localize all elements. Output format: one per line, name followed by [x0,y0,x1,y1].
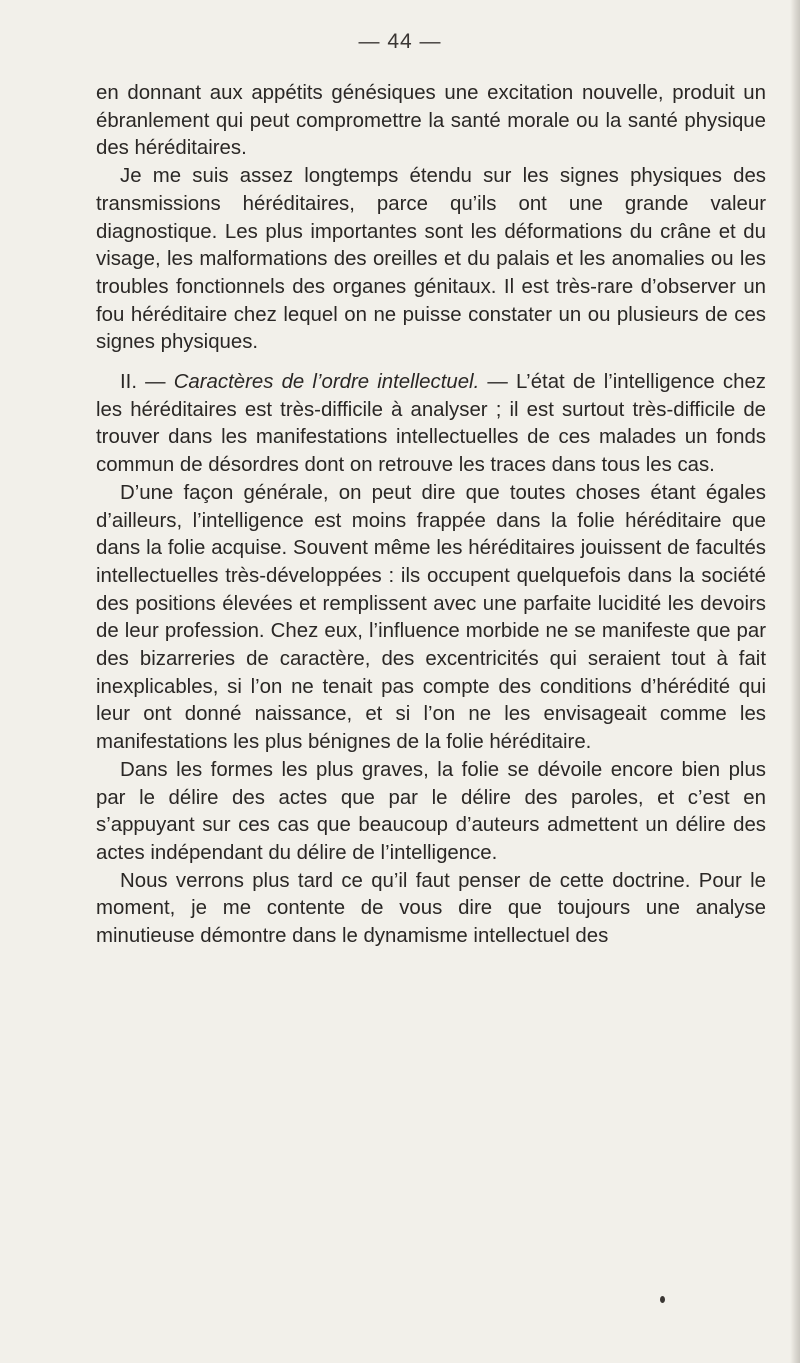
paragraph-6: Nous verrons plus tard ce qu’il faut penser de cette doctrine. Pour le moment, je me contente de vous dire que toujours une analyse minutieuse démontre dans le dynamisme intellectuel des [96,869,766,948]
paragraph-5: Dans les formes les plus graves, la folie se dévoile encore bien plus par le délire des actes que par le délire des paroles, et c’est en s’appuyant sur ces cas que beaucoup d’auteurs admettent un délire des actes indépendant du délire de l’intelligence. [96,758,766,864]
paragraph-1: en donnant aux appétits génésiques une excitation nouvelle, produit un ébranlement qui peut compromettre la santé morale ou la santé physique des héréditaires. [96,82,766,160]
section-title: Caractères de l’ordre intellectuel. [173,371,480,394]
page-number-header: — 44 — [358,30,442,53]
section-body: — L’état de l’intelligence chez les héréditaires est très-difficile à analyser ; il est surtout très-difficile de trouver dans les manifestations intellectuelles de ces malades un fonds commun de désordres dont on retrouve les traces dans tous les cas. [96,371,767,477]
body-text [96,80,766,951]
ink-speck [660,1296,665,1303]
section-number: II. — [120,371,174,394]
paragraph-2: Je me suis assez longtemps étendu sur les signes physiques des transmissions héréditaires, parce qu’ils ont une grande valeur diagnostique. Les plus importantes sont les déformations du crâne et du visage, les malformations des oreilles et du palais et les anomalies ou les troubles fonctionnels des organes génitaux. Il est très-rare d’observer un fou héréditaire chez lequel on ne puisse constater un ou plusieurs de ces signes physiques. [96,165,766,354]
page-edge-shadow [790,0,800,1363]
paragraph-3-section-ii [96,369,766,480]
paragraph-4: D’une façon générale, on peut dire que toutes choses étant égales d’ailleurs, l’intelligence est moins frappée dans la folie héréditaire que dans la folie acquise. Souvent même les héréditaires jouissent de facultés intellectuelles très-développées : ils occupent quelquefois dans la société des positions élevées et remplissent avec une parfaite lucidité les devoirs de leur profession. Chez eux, l’influence morbide ne se manifeste que par des bizarreries de caractère, des excentricités qui seraient tout à fait inexplicables, si l’on ne tenait pas compte des conditions d’hérédité qui leur ont donné naissance, et si l’on ne les envisageait comme les manifestations les plus bénignes de la folie héréditaire. [96,481,766,754]
